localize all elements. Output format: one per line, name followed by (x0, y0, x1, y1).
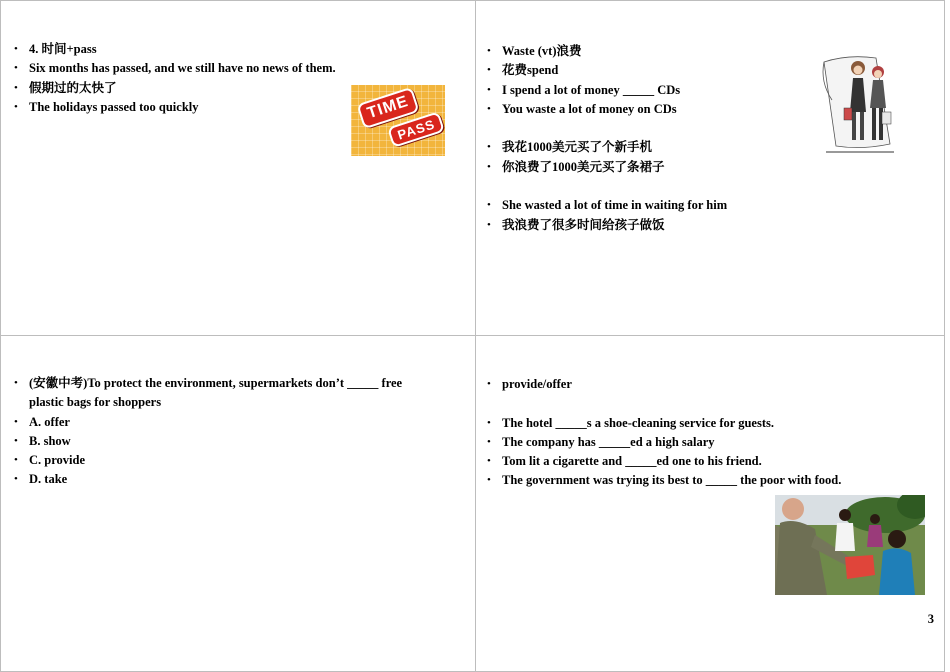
food-aid-photo (775, 495, 925, 595)
bullet-item: • Tom lit a cigarette and _____ed one to his friend. (486, 452, 941, 471)
blank-line (486, 394, 941, 413)
slide-panel-quiz (0, 335, 476, 672)
bullet-item: • 我花1000美元买了个新手机 (486, 138, 941, 157)
time-pass-image-bottom-text: PASS (387, 111, 445, 148)
option-c: • C. provide (13, 451, 433, 470)
bullet-list (486, 375, 941, 491)
bullet-item: • The company has _____ed a high salary (486, 433, 941, 452)
bullet-item: • You waste a lot of money on CDs (486, 100, 941, 119)
shopping-women-illustration (818, 52, 898, 156)
option-b: • B. show (13, 432, 433, 451)
bullet-item: • provide/offer (486, 375, 941, 394)
slide-panel-waste (475, 0, 945, 336)
bullet-item: • Six months has passed, and we still have no news of them. (13, 59, 463, 78)
bullet-item: • 你浪费了1000美元买了条裙子 (486, 158, 941, 177)
bullet-item: • I spend a lot of money _____ CDs (486, 81, 941, 100)
bullet-item: • The government was trying its best to _____ the poor with food. (486, 471, 941, 490)
time-pass-image (351, 85, 445, 156)
bullet-item: • 假期过的太快了 (13, 79, 463, 98)
option-a: • A. offer (13, 413, 433, 432)
time-pass-image-top-text: TIME (356, 87, 419, 130)
question-item: • (安徽中考)To protect the environment, supermarkets don’t _____ free plastic bags for shoppers (13, 374, 433, 413)
blank-line (486, 177, 941, 196)
bullet-item: • 我浪费了很多时间给孩子做饭 (486, 216, 941, 235)
slide-panel-time-pass (0, 0, 476, 336)
page-number: 3 (927, 612, 934, 626)
bullet-item: • Waste (vt)浪费 (486, 42, 941, 61)
option-d: • D. take (13, 470, 433, 489)
bullet-list (13, 374, 433, 490)
bullet-item: • The hotel _____s a shoe-cleaning service for guests. (486, 414, 941, 433)
bullet-item: • The holidays passed too quickly (13, 98, 463, 117)
bullet-item: • 4. 时间+pass (13, 40, 463, 59)
bullet-item: • She wasted a lot of time in waiting for him (486, 196, 941, 215)
bullet-item: • 花费spend (486, 61, 941, 80)
